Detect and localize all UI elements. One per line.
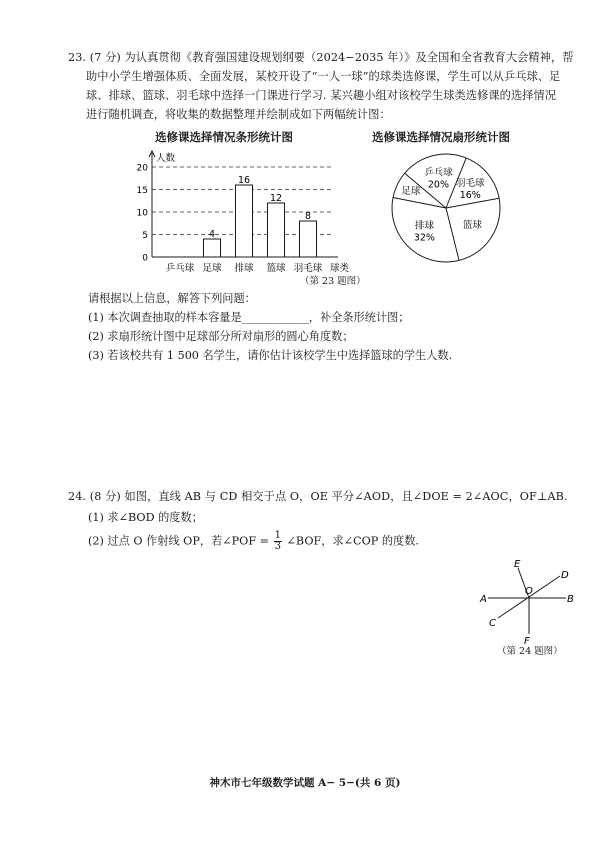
- y-tick-label: 0: [142, 253, 148, 264]
- x-tick-label: 篮球: [266, 263, 286, 274]
- q24-figure-caption: （第 24 题图）: [497, 646, 563, 657]
- q23-sub1-blank: ____________: [241, 311, 309, 324]
- pie-chart-title: 选修课选择情况扇形统计图: [372, 130, 510, 144]
- q23-line-2: 助中小学生增强体质、全面发展，某校开设了“一人一球”的球类选修课，学生可以从乒乓球、足: [86, 70, 561, 83]
- q23-line-1: 23. (7 分) 为认真贯彻《教育强国建设规划纲要（2024−2035 年）》及全国和全省教育大会精神，帮: [68, 51, 574, 64]
- label-a: A: [480, 594, 487, 605]
- bar-value-label: 4: [208, 229, 216, 240]
- pie-slice-label: 足球: [401, 186, 421, 198]
- q23-sub1-text: (1) 本次调查抽取的样本容量是: [88, 311, 242, 324]
- pie-slice-percent: 16%: [459, 190, 481, 202]
- fraction-numerator: 1: [274, 530, 281, 541]
- x-tick-label: 乒乓球: [165, 263, 195, 274]
- bar-value-label: 12: [269, 193, 283, 204]
- label-e: E: [514, 559, 521, 570]
- q24-geometry-figure: [478, 556, 578, 656]
- q23-instruction: 请根据以上信息，解答下列问题：: [88, 292, 256, 305]
- label-d: D: [561, 570, 569, 581]
- q23-line-3: 球、排球、篮球、羽毛球中选择一门课进行学习. 某兴趣小组对该校学生球类选修课的选择情况: [86, 89, 557, 102]
- q24-sub2-text: (2) 过点 O 作射线 OP，若∠POF =: [88, 534, 270, 548]
- q23-sub1: [88, 308, 409, 327]
- y-tick-label: 5: [142, 231, 148, 241]
- pie-chart: [386, 148, 516, 278]
- bar-chart: [120, 145, 360, 275]
- q23-sub3: (3) 若该校共有 1 500 名学生，请你估计该校学生中选择篮球的学生人数.: [88, 349, 453, 362]
- label-c: C: [489, 618, 496, 629]
- q24-line-1: 24. (8 分) 如图，直线 AB 与 CD 相交于点 O，OE 平分∠AOD，且∠DOE = 2∠AOC，OF⊥AB.: [68, 490, 568, 503]
- y-tick-label: 15: [136, 186, 148, 196]
- label-f: F: [524, 636, 530, 647]
- pie-slice-label: 羽毛球: [456, 178, 485, 190]
- q24-sub2-tail: ∠BOF，求∠COP 的度数.: [286, 534, 419, 548]
- pie-slice-label: 排球: [414, 220, 434, 232]
- q23-sub1-tail: ，补全条形统计图；: [308, 311, 410, 324]
- pie-slice-percent: 20%: [427, 179, 449, 191]
- y-tick-label: 20: [136, 163, 148, 174]
- x-tick-label: 足球: [202, 263, 222, 274]
- fraction-denominator: 3: [274, 541, 281, 552]
- pie-slice-label: 篮球: [462, 219, 482, 231]
- q23-line-4: 进行随机调查，将收集的数据整理并绘制成如下两幅统计图：: [86, 108, 391, 121]
- q23-figure-caption: （第 23 题图）: [300, 276, 366, 287]
- q24-stem: [68, 487, 588, 506]
- bar: [236, 185, 253, 257]
- q24-sub2: [88, 531, 419, 552]
- bar: [300, 221, 317, 257]
- bar-value-label: 16: [237, 175, 251, 186]
- x-tick-label: 羽毛球: [293, 263, 323, 274]
- bar: [204, 239, 221, 257]
- label-o: O: [525, 586, 533, 597]
- page-footer: 神木市七年级数学试题 A− 5−(共 6 页): [209, 777, 401, 789]
- x-tick-label: 排球: [234, 263, 254, 274]
- q24-sub1: (1) 求∠BOD 的度数；: [88, 511, 203, 524]
- y-tick-label: 10: [136, 208, 148, 219]
- bar-value-label: 8: [304, 211, 312, 222]
- y-axis-label: 人数: [156, 153, 176, 164]
- q23-stem: [68, 48, 588, 124]
- one-third-fraction: [274, 531, 282, 552]
- x-axis-label: 球类: [330, 263, 350, 274]
- pie-slice-percent: 32%: [413, 232, 435, 244]
- bar: [268, 203, 285, 257]
- q23-sub2: (2) 求扇形统计图中足球部分所对扇形的圆心角度数；: [88, 330, 354, 343]
- bar-chart-title: 选修课选择情况条形统计图: [155, 130, 293, 144]
- pie-slice-label: 乒乓球: [424, 167, 453, 179]
- label-b: B: [567, 594, 574, 605]
